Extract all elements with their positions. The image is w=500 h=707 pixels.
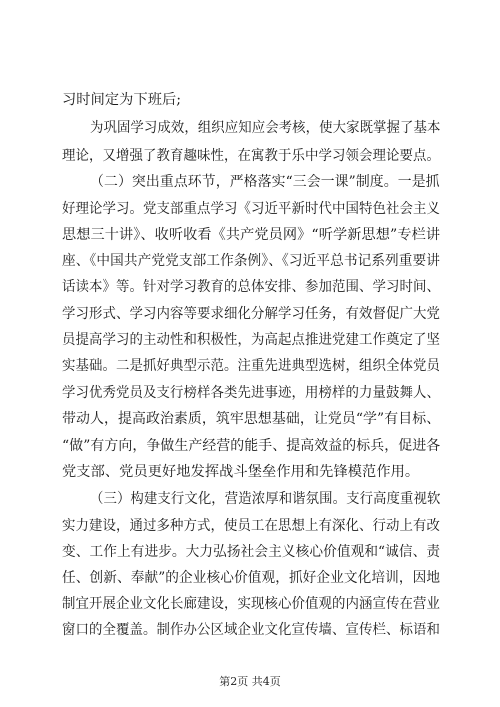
text-line: 员提高学习的主动性和积极性，为高起点推进党建工作奠定了坚 (62, 332, 441, 348)
text-line: 窗口的全覆盖。制作办公区域企业文化宣传墙、宣传栏、标语和 (62, 622, 441, 638)
text-line: 好理论学习。党支部重点学习《习近平新时代中国特色社会主义 (62, 201, 441, 217)
text-line: 话读本》等。针对学习教育的总体安排、参加范围、学习时间、 (62, 279, 441, 295)
text-line: 学习优秀党员及支行榜样各类先进事迹，用榜样的力量鼓舞人、 (62, 385, 441, 401)
text-line: 变、工作上有进步。大力弘扬社会主义核心价值观和“诚信、责 (62, 544, 441, 560)
text-line: 党支部、党员更好地发挥战斗堡垒作用和先锋模范作用。 (62, 464, 420, 480)
text-line: 带动人，提高政治素质，筑牢思想基础，让党员“学”有目标、 (62, 411, 441, 427)
text-line: 思想三十讲》、收听收看《共产党员网》“听学新思想”专栏讲 (62, 227, 441, 243)
page-footer: 第2页 共4页 (219, 675, 281, 688)
text-line: 为巩固学习成效，组织应知应会考核，使大家既掌握了基本 (90, 120, 441, 136)
text-line: 座、《中国共产党党支部工作条例》、《习近平总书记系列重要讲 (62, 253, 441, 269)
text-line: “做”有方向，争做生产经营的能手、提高效益的标兵，促进各 (62, 438, 441, 454)
text-line: 实力建设，通过多种方式，使员工在思想上有深化、行动上有改 (62, 518, 441, 534)
text-line: （二）突出重点环节，严格落实“三会一课”制度。一是抓 (90, 174, 440, 190)
text-line: 学习形式、学习内容等要求细化分解学习任务，有效督促广大党 (62, 306, 441, 322)
text-line: 任、创新、奉献”的企业核心价值观，抓好企业文化培训，因地 (62, 570, 441, 586)
text-line: （三）构建支行文化，营造浓厚和谐氛围。支行高度重视软 (90, 491, 441, 507)
text-line: 理论，又增强了教育趣味性，在寓教于乐中学习领会理论要点。 (62, 148, 441, 164)
text-line: 制宜开展企业文化长廊建设，实现核心价值观的内涵宣传在营业 (62, 596, 441, 612)
text-line: 实基础。二是抓好典型示范。注重先进典型选树，组织全体党员 (62, 358, 441, 374)
text-line: 习时间定为下班后; (62, 92, 182, 108)
